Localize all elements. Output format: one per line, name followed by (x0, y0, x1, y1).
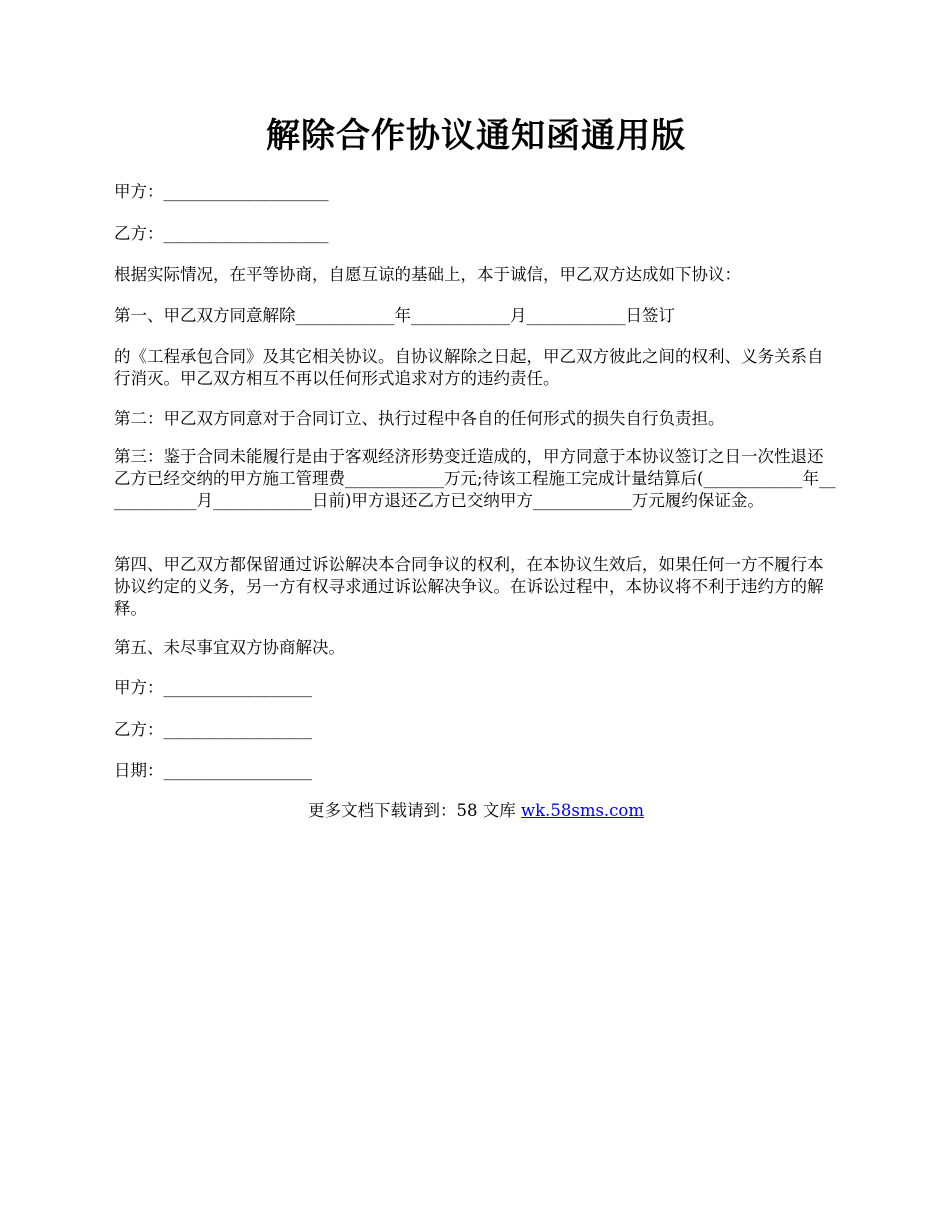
party-a-signature: 甲方：__________________ (114, 678, 312, 697)
footer-link[interactable]: wk.58sms.com (520, 801, 644, 820)
party-b-line: 乙方：____________________ (114, 224, 329, 243)
party-b-signature: 乙方：__________________ (114, 720, 312, 739)
footer-text: 更多文档下载请到：58 文库 (307, 801, 521, 820)
clause-4: 第四、甲乙双方都保留通过诉讼解决本合同争议的权利，在本协议生效后，如果任何一方不履行本协议约定的义务，另一方有权寻求通过诉讼解决争议。在诉讼过程中，本协议将不利于违约方的解释。 (114, 555, 824, 618)
clause-2: 第二：甲乙双方同意对于合同订立、执行过程中各自的任何形式的损失自行负责担。 (114, 409, 725, 428)
clause-1-line-1: 第一、甲乙双方同意解除____________年____________月____________日签订 (114, 306, 675, 325)
clause-3: 第三：鉴于合同未能履行是由于客观经济形势变迁造成的，甲方同意于本协议签订之日一次性退还乙方已经交纳的甲方施工管理费____________万元;待该工程施工完成计量结算后(____________年____________月____________日前)甲方退还乙方已交纳甲方____________万元履约保证金。 (114, 447, 836, 510)
document-title: 解除合作协议通知函通用版 (266, 116, 686, 156)
party-a-line: 甲方：____________________ (114, 182, 329, 201)
intro-paragraph: 根据实际情况，在平等协商，自愿互谅的基础上，本于诚信，甲乙双方达成如下协议： (114, 265, 741, 284)
clause-1-line-2: 的《工程承包合同》及其它相关协议。自协议解除之日起，甲乙双方彼此之间的权利、义务关系自行消灭。甲乙双方相互不再以任何形式追求对方的违约责任。 (114, 347, 824, 388)
clause-5: 第五、未尽事宜双方协商解决。 (114, 638, 345, 657)
footer (114, 800, 838, 822)
date-line: 日期：__________________ (114, 761, 312, 780)
